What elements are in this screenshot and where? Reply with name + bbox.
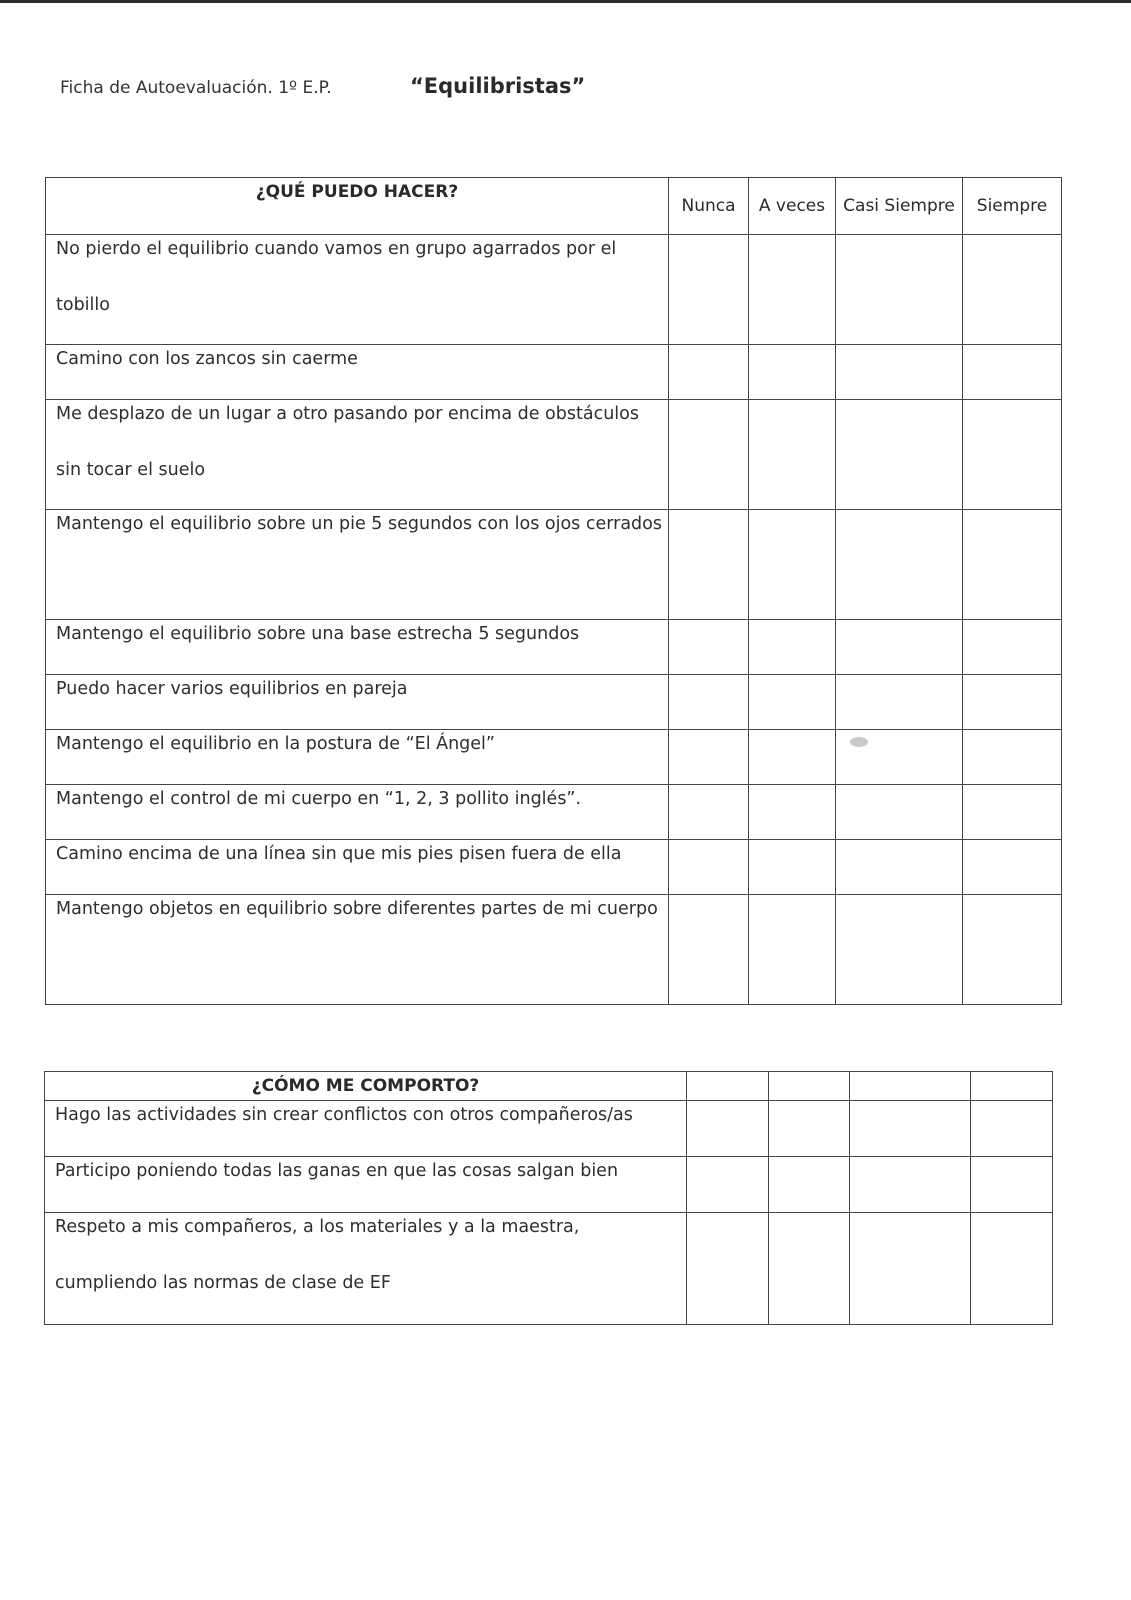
checkbox-cell-siempre[interactable] [963, 785, 1062, 840]
row-statement: Mantengo el equilibrio sobre una base estrecha 5 segundos [56, 624, 580, 644]
document-header [0, 72, 1131, 102]
checkbox-cell-siempre[interactable] [963, 620, 1062, 675]
checkbox-cell-siempre[interactable] [963, 400, 1062, 510]
checkbox-cell-nunca[interactable] [669, 400, 749, 510]
checkbox-cell-a-veces[interactable] [749, 895, 836, 1005]
column-header-blank [687, 1072, 769, 1101]
checkbox-cell[interactable] [769, 1213, 850, 1325]
checkbox-cell-siempre[interactable] [963, 840, 1062, 895]
column-header-blank [850, 1072, 971, 1101]
checkbox-cell-siempre[interactable] [963, 730, 1062, 785]
checkbox-cell[interactable] [769, 1101, 850, 1157]
row-statement: Camino con los zancos sin caerme [56, 349, 358, 369]
row-statement: Hago las actividades sin crear conflictos con otros compañeros/as [55, 1105, 633, 1125]
column-header-nunca: Nunca [669, 178, 749, 235]
column-header-a-veces: A veces [749, 178, 836, 235]
checkbox-cell-casi-siempre[interactable] [836, 400, 963, 510]
row-statement: Me desplazo de un lugar a otro pasando por encima de obstáculos sin tocar el suelo [56, 404, 639, 480]
column-header-siempre: Siempre [963, 178, 1062, 235]
worksheet-label: Ficha de Autoevaluación. 1º E.P. [60, 78, 332, 98]
checkbox-cell-a-veces[interactable] [749, 840, 836, 895]
row-statement: Camino encima de una línea sin que mis pies pisen fuera de ella [56, 844, 622, 864]
behaviour-table-heading: ¿CÓMO ME COMPORTO? [45, 1072, 687, 1101]
checkbox-cell-casi-siempre[interactable] [836, 620, 963, 675]
checkbox-cell[interactable] [971, 1157, 1053, 1213]
checkbox-cell-a-veces[interactable] [749, 730, 836, 785]
worksheet-title: “Equilibristas” [410, 74, 586, 98]
row-statement: Mantengo el control de mi cuerpo en “1, 2, 3 pollito inglés”. [56, 789, 582, 809]
table-row [46, 895, 1062, 1005]
table-row [46, 235, 1062, 345]
row-statement: Puedo hacer varios equilibrios en pareja [56, 679, 408, 699]
checkbox-cell-nunca[interactable] [669, 895, 749, 1005]
checkbox-cell[interactable] [687, 1213, 769, 1325]
checkbox-cell-casi-siempre[interactable] [836, 345, 963, 400]
scan-smudge [850, 737, 868, 747]
checkbox-cell-casi-siempre[interactable] [836, 675, 963, 730]
column-header-blank [769, 1072, 850, 1101]
checkbox-cell-a-veces[interactable] [749, 345, 836, 400]
checkbox-cell[interactable] [687, 1101, 769, 1157]
row-statement: Respeto a mis compañeros, a los materiales y a la maestra, cumpliendo las normas de clase de EF [55, 1217, 580, 1293]
row-statement: Mantengo el equilibrio sobre un pie 5 segundos con los ojos cerrados [56, 514, 662, 534]
checkbox-cell-nunca[interactable] [669, 510, 749, 620]
checkbox-cell-a-veces[interactable] [749, 620, 836, 675]
self-assessment-skills-table [45, 177, 1062, 1005]
checkbox-cell-siempre[interactable] [963, 675, 1062, 730]
column-header-casi-siempre: Casi Siempre [836, 178, 963, 235]
checkbox-cell-casi-siempre[interactable] [836, 510, 963, 620]
checkbox-cell-a-veces[interactable] [749, 235, 836, 345]
checkbox-cell[interactable] [850, 1101, 971, 1157]
row-statement: Mantengo el equilibrio en la postura de “El Ángel” [56, 734, 495, 754]
checkbox-cell-nunca[interactable] [669, 235, 749, 345]
checkbox-cell-a-veces[interactable] [749, 510, 836, 620]
checkbox-cell[interactable] [971, 1101, 1053, 1157]
checkbox-cell-siempre[interactable] [963, 345, 1062, 400]
checkbox-cell-casi-siempre[interactable] [836, 840, 963, 895]
checkbox-cell[interactable] [971, 1213, 1053, 1325]
checkbox-cell-nunca[interactable] [669, 675, 749, 730]
checkbox-cell-nunca[interactable] [669, 730, 749, 785]
checkbox-cell-a-veces[interactable] [749, 400, 836, 510]
row-statement: Mantengo objetos en equilibrio sobre diferentes partes de mi cuerpo [56, 899, 658, 919]
row-statement: Participo poniendo todas las ganas en que las cosas salgan bien [55, 1161, 619, 1181]
checkbox-cell-siempre[interactable] [963, 510, 1062, 620]
scan-top-edge [0, 0, 1131, 3]
checkbox-cell-nunca[interactable] [669, 785, 749, 840]
checkbox-cell[interactable] [850, 1157, 971, 1213]
checkbox-cell[interactable] [769, 1157, 850, 1213]
row-statement: No pierdo el equilibrio cuando vamos en grupo agarrados por el tobillo [56, 239, 617, 315]
checkbox-cell-siempre[interactable] [963, 895, 1062, 1005]
self-assessment-behaviour-table [44, 1071, 1053, 1325]
column-header-blank [971, 1072, 1053, 1101]
checkbox-cell-casi-siempre[interactable] [836, 785, 963, 840]
table-row [46, 400, 1062, 510]
checkbox-cell-nunca[interactable] [669, 345, 749, 400]
skills-table-heading: ¿QUÉ PUEDO HACER? [46, 178, 669, 235]
checkbox-cell-nunca[interactable] [669, 840, 749, 895]
checkbox-cell[interactable] [687, 1157, 769, 1213]
table-row [45, 1213, 1053, 1325]
table-row [46, 510, 1062, 620]
checkbox-cell-a-veces[interactable] [749, 785, 836, 840]
checkbox-cell-siempre[interactable] [963, 235, 1062, 345]
checkbox-cell-casi-siempre[interactable] [836, 895, 963, 1005]
checkbox-cell-casi-siempre[interactable] [836, 235, 963, 345]
checkbox-cell[interactable] [850, 1213, 971, 1325]
checkbox-cell-nunca[interactable] [669, 620, 749, 675]
checkbox-cell-a-veces[interactable] [749, 675, 836, 730]
